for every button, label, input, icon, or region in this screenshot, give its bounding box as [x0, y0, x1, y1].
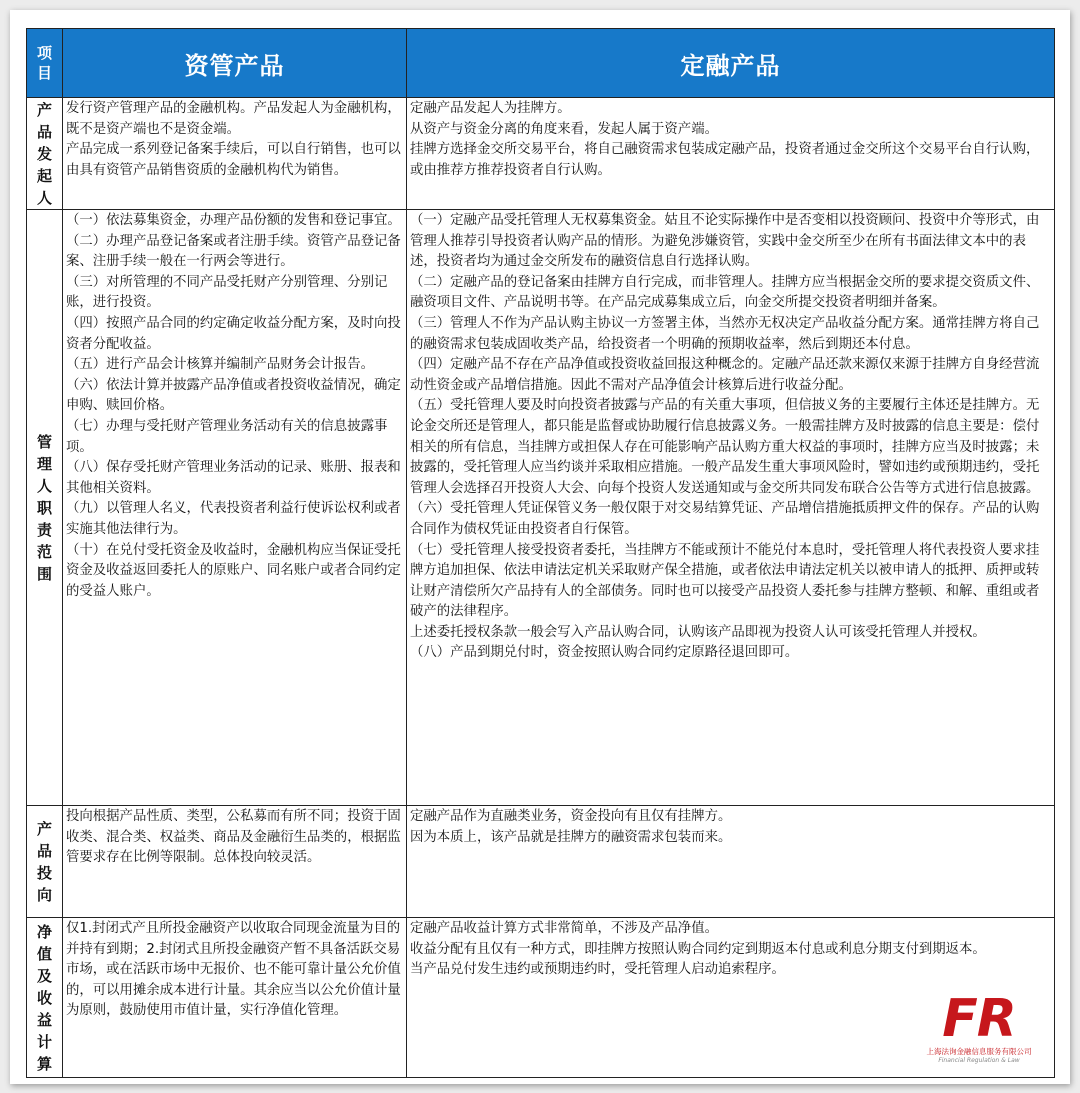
- cell-paragraph: 因为本质上，该产品就是挂牌方的融资需求包装而来。: [410, 829, 732, 845]
- zg-cell: [63, 806, 407, 918]
- cell-paragraph: （五）受托管理人要及时向投资者披露与产品的有关重大事项，但信披义务的主要履行主体还是挂牌方。无论金交所还是管理人，都只能是监督或协助履行信息披露义务。一般需挂牌方及时披露的信息主要是：偿付相关的所有信息，当挂牌方或担保人存在可能影响产品认购方重大权益的事项时，挂牌方应当及时披露；未披露的，受托管理人应当约谈并采取相应措施。一般产品发生重大事项风险时，譬如违约或预期违约，受托管理人会选择召开投资人大会、向每个投资人发送通知或与金交所共同发布联合公告等方式进行信息披露。: [410, 398, 1040, 496]
- row-label: 产品发起人: [27, 98, 63, 210]
- cell-paragraph: （八）保存受托财产管理业务活动的记录、账册、报表和其他相关资料。: [66, 460, 401, 496]
- cell-paragraph: （五）进行产品会计核算并编制产品财务会计报告。: [66, 357, 374, 373]
- cell-paragraph: 产品完成一系列登记备案手续后，可以自行销售，也可以由具有资管产品销售资质的金融机构代为销售。: [66, 142, 401, 178]
- dr-cell: [407, 210, 1055, 806]
- cell-paragraph: 收益分配有且仅有一种方式，即挂牌方按照认购合同约定到期返本付息或利息分期支付到期返本。: [410, 941, 986, 957]
- cell-paragraph: 从资产与资金分离的角度来看，发起人属于资产端。: [410, 121, 718, 137]
- row-label: 管理人职责范围: [27, 210, 63, 806]
- cell-paragraph: 发行资产管理产品的金融机构。产品发起人为金融机构，既不是资产端也不是资金端。: [66, 101, 401, 137]
- cell-paragraph: （八）产品到期兑付时，资金按照认购合同约定原路径退回即可。: [410, 645, 799, 661]
- table-header-row: [27, 29, 1055, 98]
- logo-company-name: 上海法询金融信息服务有限公司: [926, 1047, 1032, 1056]
- cell-paragraph: （七）受托管理人接受投资者委托，当挂牌方不能或预计不能兑付本息时，受托管理人将代表投资人要求挂牌方追加担保、依法申请法定机关采取财产保全措施，或者依法申请法定机关以被申请人的抵押、质押或转让财产清偿所欠产品持有人的全部债务。同时也可以接受产品投资人委托参与挂牌方整顿、和解、重组或者破产的法律程序。: [410, 542, 1040, 620]
- header-zg-product: 资管产品: [63, 29, 407, 98]
- dr-cell: [407, 98, 1055, 210]
- cell-paragraph: （九）以管理人名义，代表投资者利益行使诉讼权利或者实施其他法律行为。: [66, 501, 401, 537]
- table-row: [27, 918, 1055, 1078]
- cell-paragraph: 定融产品收益计算方式非常简单，不涉及产品净值。: [410, 921, 718, 936]
- cell-paragraph: 定融产品作为直融类业务，资金投向有且仅有挂牌方。: [410, 809, 732, 824]
- cell-paragraph: （二）办理产品登记备案或者注册手续。资管产品登记备案、注册手续一般在一行两会等进行。: [66, 233, 401, 270]
- cell-paragraph: （一）依法募集资金，办理产品份额的发售和登记事宜。: [66, 213, 401, 228]
- zg-cell: [63, 98, 407, 210]
- cell-paragraph: （三）管理人不作为产品认购主协议一方签署主体，当然亦无权决定产品收益分配方案。通常挂牌方将自己的融资需求包装成固收类产品，给投资者一个明确的预期收益率，然后到期还本付息。: [410, 315, 1040, 352]
- cell-paragraph: 仅1.封闭式产且所投金融资产以收取合同现金流量为目的并持有到期；2.封闭式且所投金融资产暂不具备活跃交易市场，或在活跃市场中无报价、也不能可靠计量公允价值的，可以用摊余成本进行计量。其余应当以公允价值计量为原则，鼓励使用市值计量，实行净值化管理。: [66, 921, 401, 1019]
- cell-paragraph: （二）定融产品的登记备案由挂牌方自行完成，而非管理人。挂牌方应当根据金交所的要求提交资质文件、融资项目文件、产品说明书等。在产品完成募集成立后，向金交所提交投资者明细并备案。: [410, 274, 1040, 311]
- table-row: [27, 210, 1055, 806]
- dr-cell: [407, 806, 1055, 918]
- header-item: 项目: [27, 29, 63, 98]
- cell-paragraph: （六）依法计算并披露产品净值或者投资收益情况，确定申购、赎回价格。: [66, 377, 401, 414]
- dr-cell: [407, 918, 1055, 1078]
- row-label: 产品投向: [27, 806, 63, 918]
- cell-paragraph: （三）对所管理的不同产品受托财产分别管理、分别记账，进行投资。: [66, 274, 388, 311]
- cell-paragraph: （七）办理与受托财产管理业务活动有关的信息披露事项。: [66, 418, 388, 455]
- cell-paragraph: （十）在兑付受托资金及收益时，金融机构应当保证受托资金及收益返回委托人的原账户、同名账户或者合同约定的受益人账户。: [66, 542, 401, 599]
- zg-cell: [63, 210, 407, 806]
- fr-logo: [918, 989, 1040, 1065]
- cell-paragraph: （六）受托管理人凭证保管义务一般仅限于对交易结算凭证、产品增信措施抵质押文件的保存。产品的认购合同作为债权凭证由投资者自行保管。: [410, 501, 1040, 537]
- zg-cell: [63, 918, 407, 1078]
- cell-paragraph: （四）定融产品不存在产品净值或投资收益回报这种概念的。定融产品还款来源仅来源于挂牌方自身经营流动性资金或产品增信措施。因此不需对产品净值会计核算后进行收益分配。: [410, 357, 1040, 393]
- comparison-table: [26, 28, 1055, 1078]
- cell-paragraph: 投向根据产品性质、类型，公私募而有所不同；投资于固收类、混合类、权益类、商品及金融衍生品类的，根据监管要求存在比例等限制。总体投向较灵活。: [66, 809, 401, 866]
- logo-tagline: Financial Regulation & Law: [938, 1057, 1020, 1064]
- logo-mark: FR: [942, 989, 1016, 1049]
- cell-paragraph: 挂牌方选择金交所交易平台，将自己融资需求包装成定融产品，投资者通过金交所这个交易平台自行认购，或由推荐方推荐投资者自行认购。: [410, 142, 1040, 178]
- cell-paragraph: 当产品兑付发生违约或预期违约时，受托管理人启动追索程序。: [410, 962, 785, 978]
- cell-paragraph: 上述委托授权条款一般会写入产品认购合同，认购该产品即视为投资人认可该受托管理人并授权。: [410, 624, 986, 640]
- cell-paragraph: （四）按照产品合同的约定确定收益分配方案，及时向投资者分配收益。: [66, 315, 401, 352]
- header-dr-product: 定融产品: [407, 29, 1055, 98]
- cell-paragraph: （一）定融产品受托管理人无权募集资金。姑且不论实际操作中是否变相以投资顾问、投资中介等形式，由管理人推荐引导投资者认购产品的情形。为避免涉嫌资管，实践中金交所至少在所有书面法律文本中的表述，投资者均为通过金交所发布的融资信息自行选择认购。: [410, 213, 1040, 270]
- document-page: [10, 10, 1070, 1084]
- table-row: [27, 98, 1055, 210]
- table-row: [27, 806, 1055, 918]
- row-label: 净值及收益计算: [27, 918, 63, 1078]
- cell-paragraph: 定融产品发起人为挂牌方。: [410, 101, 571, 116]
